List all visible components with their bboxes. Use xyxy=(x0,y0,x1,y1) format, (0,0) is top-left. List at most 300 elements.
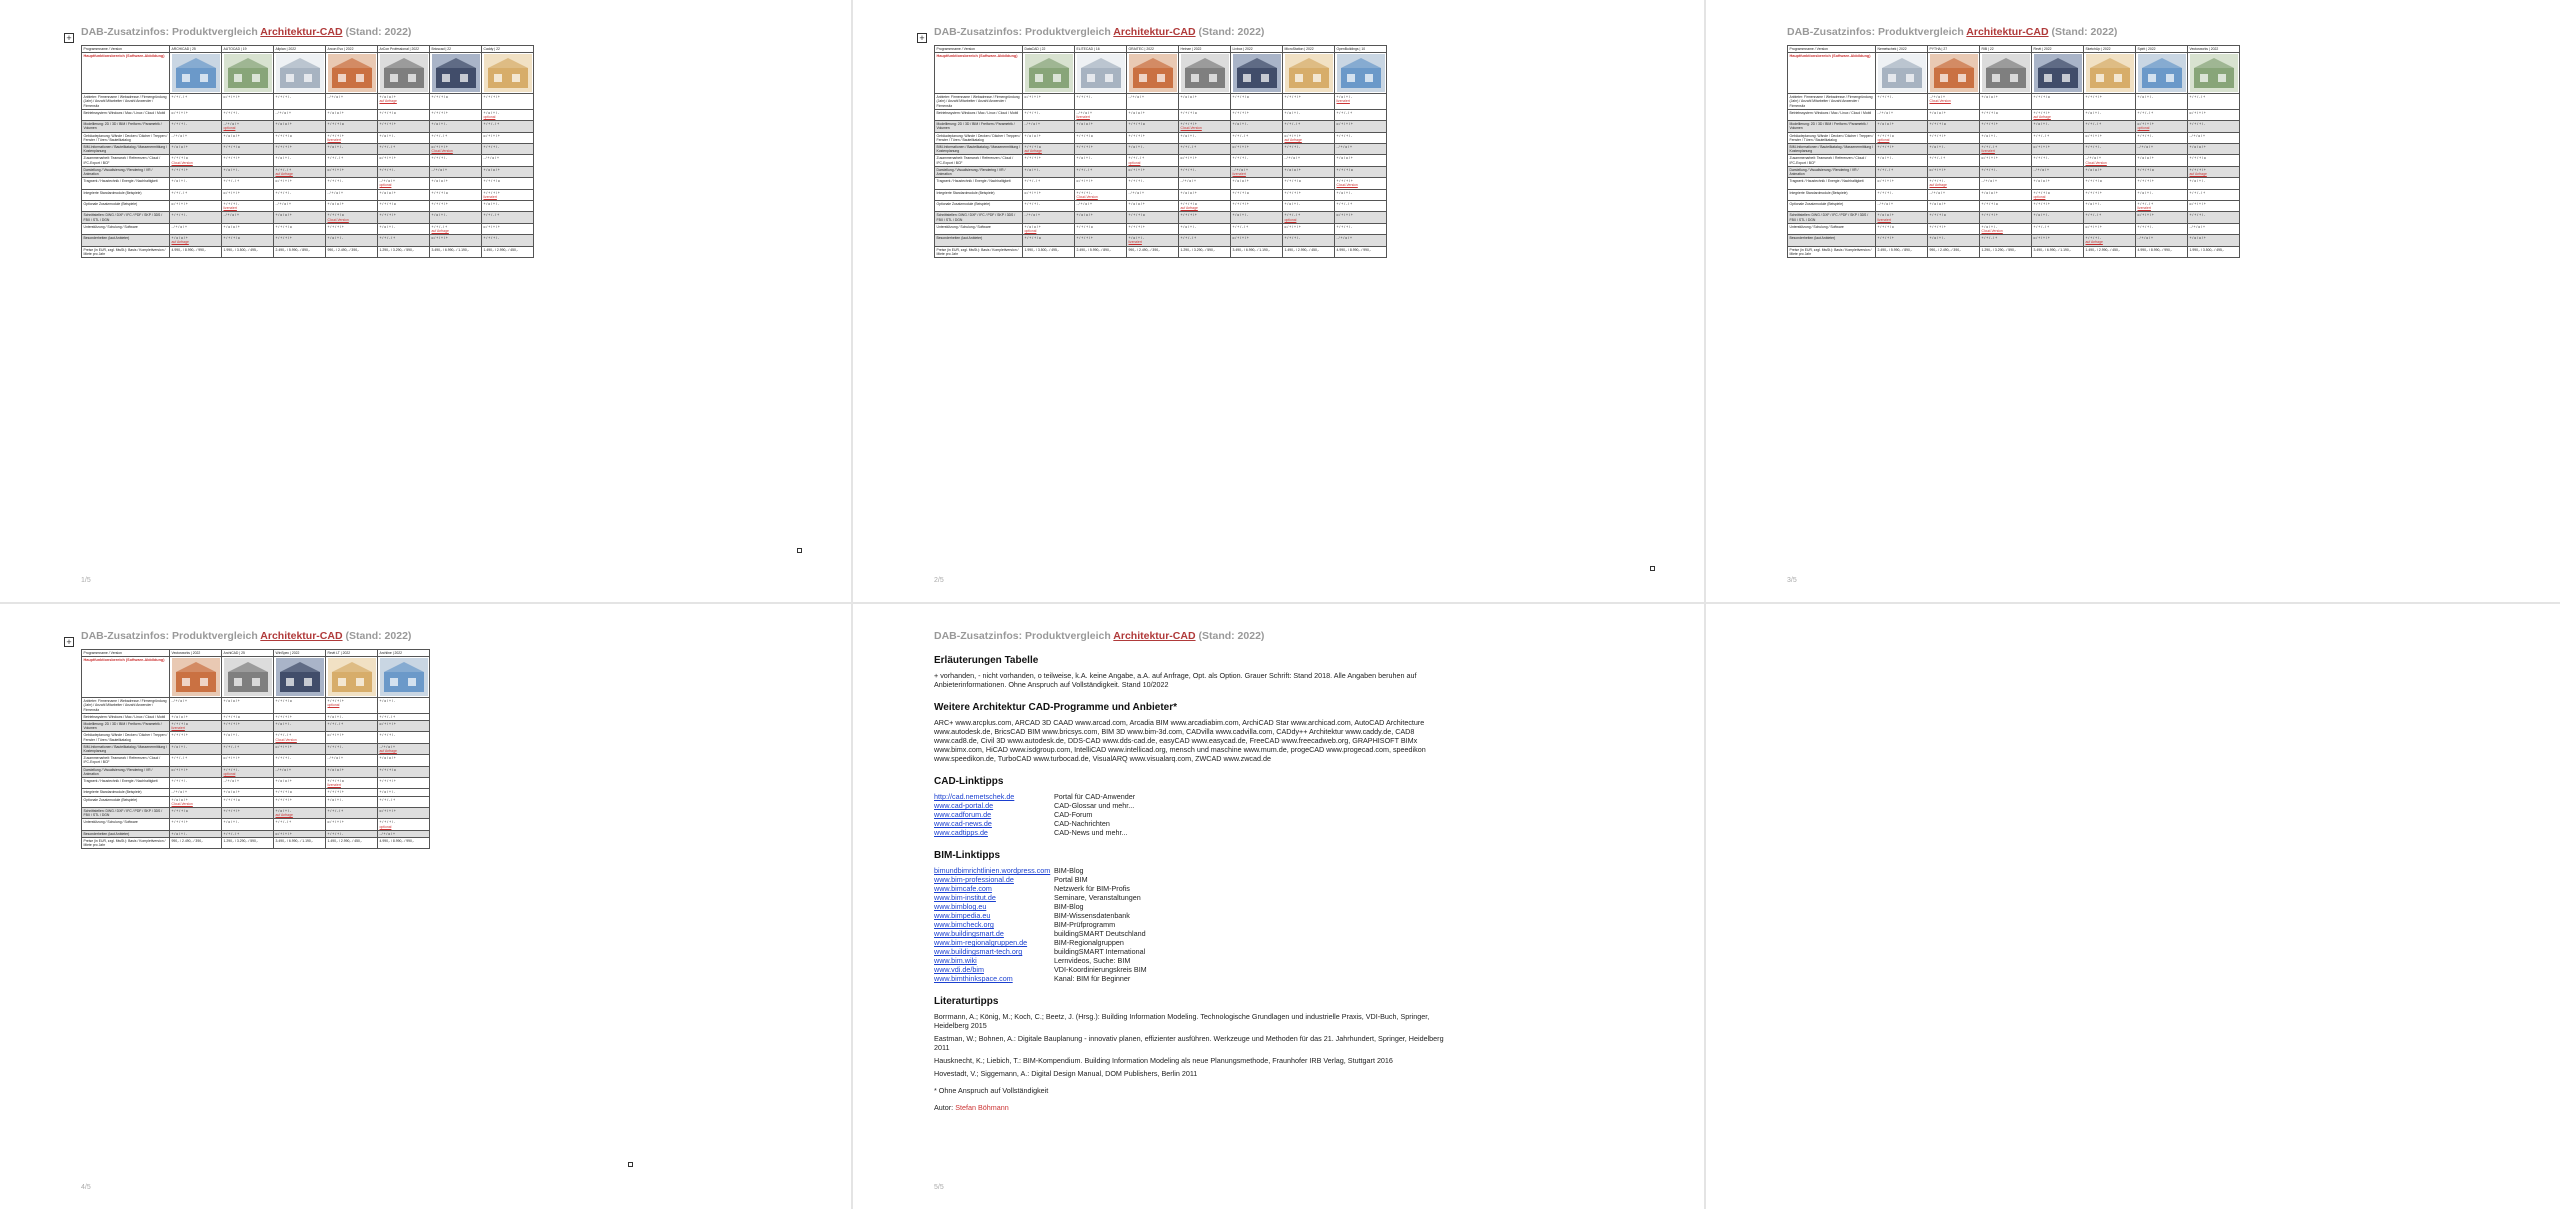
value-text: + / + / + / - xyxy=(2137,224,2154,229)
value-text: + / + / + / + xyxy=(1981,122,1998,127)
value-cell xyxy=(1283,109,1335,120)
value-text: + / + / - / + xyxy=(275,733,292,738)
value-cell xyxy=(326,201,378,212)
value-text: + / + / - / + xyxy=(1024,179,1041,184)
value-cell xyxy=(274,166,326,177)
row-label: Programmname / Version xyxy=(82,46,170,53)
header-cad-link[interactable]: Architektur-CAD xyxy=(1113,26,1196,38)
value-cell xyxy=(1127,178,1179,189)
value-text: o / + / + / + xyxy=(2033,236,2050,241)
value-cell xyxy=(1928,235,1980,246)
value-text: + / o / o / + xyxy=(327,110,344,115)
value-text: o / + / + / + xyxy=(1128,167,1145,172)
link-url[interactable]: www.cadtipps.de xyxy=(934,828,988,837)
value-text: o / + / + / + xyxy=(1284,133,1301,138)
value-text: o / + / + / + xyxy=(2189,202,2206,207)
comparison-table xyxy=(934,45,1387,258)
value-text: - / + / o / + xyxy=(1024,122,1040,127)
table-row xyxy=(82,246,534,257)
value-cell xyxy=(1928,166,1980,177)
literature-item: Hausknecht, K.; Liebich, T.: BIM-Kompendium. Building Information Modeling als neue Planungsmethode, Fraunhofer IRB Verlag, Stuttgart 2016 xyxy=(934,1056,1393,1065)
value-note: lizenziert xyxy=(2137,206,2151,211)
value-text: + / + / + / o xyxy=(1128,213,1145,218)
value-text: + / o / + / - xyxy=(379,699,395,704)
value-cell xyxy=(1023,235,1075,246)
page-6-blank xyxy=(1706,604,2560,1209)
value-cell xyxy=(1283,235,1335,246)
value-cell xyxy=(2136,201,2188,212)
value-text: + / + / + / o xyxy=(1232,95,1249,100)
value-cell xyxy=(2084,212,2136,223)
value-text: + / o / o / + xyxy=(2189,145,2206,150)
value-cell xyxy=(2084,144,2136,155)
value-cell xyxy=(1876,109,1928,120)
value-cell xyxy=(274,778,326,789)
product-image-cell xyxy=(274,53,326,94)
value-text: + / + / - / + xyxy=(1877,167,1894,172)
price-cell: 4.990,- / 8.990,- / 990,- xyxy=(170,246,222,257)
value-note: auf Anfrage xyxy=(379,99,397,104)
product-image-cell xyxy=(2136,53,2188,94)
value-cell xyxy=(2136,223,2188,234)
header-cad-link[interactable]: Architektur-CAD xyxy=(1113,630,1196,642)
product-screenshot xyxy=(2190,54,2238,92)
value-cell xyxy=(274,189,326,200)
value-text: + / o / o / + xyxy=(1128,110,1145,115)
value-cell xyxy=(1876,132,1928,143)
product-image-cell xyxy=(430,53,482,94)
value-text: - / + / o / + xyxy=(275,202,291,207)
value-cell xyxy=(222,698,274,714)
value-cell xyxy=(378,778,430,789)
value-note: lizenziert xyxy=(327,783,341,788)
link-url[interactable]: www.vdi.de/bim xyxy=(934,965,984,974)
value-cell xyxy=(378,132,430,143)
value-cell xyxy=(1231,235,1283,246)
product-screenshot xyxy=(276,658,324,696)
link-description: CAD-Glossar und mehr... xyxy=(1054,801,1135,810)
value-text: + / + / + / - xyxy=(1232,156,1249,161)
value-cell xyxy=(170,189,222,200)
value-text: + / + / + / + xyxy=(1180,213,1197,218)
value-text: + / + / + / o xyxy=(223,145,240,150)
table-resize-handle[interactable] xyxy=(628,1162,633,1167)
value-text: + / + / + / - xyxy=(1076,95,1093,100)
table-move-icon[interactable]: + xyxy=(64,637,74,647)
product-screenshot xyxy=(1878,54,1926,92)
value-cell xyxy=(222,132,274,143)
product-image-cell xyxy=(2084,53,2136,94)
value-cell xyxy=(482,144,534,155)
value-cell xyxy=(1023,189,1075,200)
value-cell xyxy=(2188,121,2240,132)
row-label: Programmname / Version xyxy=(82,650,170,657)
value-text: + / o / + / - xyxy=(379,224,395,229)
value-text: + / + / + / o xyxy=(223,797,240,802)
link-url[interactable]: www.bim-institut.de xyxy=(934,893,996,902)
link-url[interactable]: www.buildingsmart.de xyxy=(934,929,1004,938)
value-text: + / o / o / + xyxy=(171,714,188,719)
value-cell xyxy=(1928,223,1980,234)
link-url[interactable]: www.bim.wiki xyxy=(934,956,977,965)
value-text: + / + / + / + xyxy=(223,809,240,814)
value-cell xyxy=(378,721,430,732)
value-note: auf Anfrage xyxy=(431,229,449,234)
value-text: o / + / + / + xyxy=(1929,167,1946,172)
value-text: - / + / o / + xyxy=(1076,110,1092,115)
value-text: + / + / - / + xyxy=(2033,224,2050,229)
value-cell xyxy=(2032,109,2084,120)
link-url[interactable]: www.cad-portal.de xyxy=(934,801,994,810)
row-label: Preise (in EUR, zzgl. MwSt.): Basis / Komplettversion / Miete pro Jahr xyxy=(1788,246,1876,257)
value-cell xyxy=(274,109,326,120)
value-text: + / + / - / + xyxy=(1128,156,1145,161)
value-text: + / o / o / + xyxy=(1929,110,1946,115)
value-cell xyxy=(326,235,378,246)
table-move-icon[interactable]: + xyxy=(64,33,74,43)
product-name: Heinze | 2022 xyxy=(1179,46,1231,53)
value-text: + / o / + / - xyxy=(483,110,499,115)
value-text: + / + / + / o xyxy=(2033,190,2050,195)
row-label: BIM-Informationen / Bauteilkatalog / Massenermittlung / Kostenplanung xyxy=(935,144,1023,155)
value-text: + / o / o / + xyxy=(431,179,448,184)
value-text: + / o / o / + xyxy=(1232,179,1249,184)
value-cell xyxy=(2136,94,2188,110)
value-text: + / + / - / + xyxy=(275,820,292,825)
value-text: - / + / o / + xyxy=(2033,167,2049,172)
value-cell xyxy=(170,743,222,754)
value-text: + / o / o / + xyxy=(1877,122,1894,127)
product-name: WinSpec | 2022 xyxy=(274,650,326,657)
value-text: + / + / + / - xyxy=(2085,145,2102,150)
value-text: + / + / + / + xyxy=(483,95,500,100)
product-image-cell xyxy=(1928,53,1980,94)
value-text: + / + / + / o xyxy=(379,767,396,772)
author-name[interactable]: Stefan Böhmann xyxy=(955,1103,1009,1112)
value-cell xyxy=(170,796,222,807)
comparison-table xyxy=(1787,45,2240,258)
value-cell xyxy=(222,109,274,120)
value-text: + / o / o / + xyxy=(171,236,188,241)
value-text: o / + / + / + xyxy=(1336,122,1353,127)
value-text: + / + / + / + xyxy=(1929,133,1946,138)
value-cell xyxy=(222,713,274,720)
table-row xyxy=(935,189,1387,200)
link-url[interactable]: www.bimcafe.com xyxy=(934,884,992,893)
value-cell xyxy=(482,178,534,189)
link-description: BIM-Wissensdatenbank xyxy=(1054,911,1130,920)
row-label: Modellierung: 2D / 3D / BIM / Freiform / Parametrik / Volumen xyxy=(935,121,1023,132)
value-text: + / + / - / + xyxy=(1284,122,1301,127)
value-text: + / + / + / o xyxy=(379,110,396,115)
value-cell xyxy=(1023,109,1075,120)
product-name: Arcon Evo | 2022 xyxy=(326,46,378,53)
value-text: + / + / + / o xyxy=(171,156,188,161)
link-description: Kanal: BIM für Beginner xyxy=(1054,974,1131,983)
table-row xyxy=(935,166,1387,177)
value-text: + / + / - / + xyxy=(2033,133,2050,138)
link-url[interactable]: www.bimthinkspace.com xyxy=(934,974,1013,983)
row-label: Modellierung: 2D / 3D / BIM / Freiform / Parametrik / Volumen xyxy=(82,721,170,732)
table-row xyxy=(82,53,534,94)
value-text: + / + / + / o xyxy=(1180,202,1197,207)
value-text: + / + / + / + xyxy=(483,190,500,195)
value-text: + / + / + / + xyxy=(327,699,344,704)
value-text: o / + / + / + xyxy=(2137,122,2154,127)
value-text: + / o / + / - xyxy=(1232,122,1248,127)
value-note: auf Anfrage xyxy=(275,172,293,177)
comparison-table xyxy=(81,45,534,258)
header-date: (Stand: 2022) xyxy=(1195,26,1265,38)
value-cell xyxy=(1179,212,1231,223)
link-url[interactable]: www.bim-professional.de xyxy=(934,875,1014,884)
value-cell xyxy=(1335,223,1387,234)
value-text: + / o / o / + xyxy=(223,790,240,795)
value-text: + / + / + / + xyxy=(2085,95,2102,100)
table-move-icon[interactable]: + xyxy=(917,33,927,43)
value-text: + / o / + / - xyxy=(2137,95,2153,100)
value-text: + / o / o / + xyxy=(483,167,500,172)
price-cell: 2.490,- / 5.990,- / 890,- xyxy=(1876,246,1928,257)
value-text: + / o / o / + xyxy=(223,224,240,229)
value-text: + / + / - / + xyxy=(2189,190,2206,195)
value-text: - / + / o / + xyxy=(327,190,343,195)
value-cell xyxy=(1980,144,2032,155)
value-cell xyxy=(222,721,274,732)
value-text: + / o / o / + xyxy=(1024,133,1041,138)
row-label: Betriebssystem: Windows / Mac / Linux / Cloud / Mobil xyxy=(1788,109,1876,120)
value-cell xyxy=(326,132,378,143)
table-row xyxy=(82,755,430,766)
value-text: + / + / + / - xyxy=(1877,190,1894,195)
value-cell xyxy=(274,796,326,807)
value-text: - / + / o / + xyxy=(275,110,291,115)
value-text: + / o / o / + xyxy=(1877,213,1894,218)
value-text: + / o / + / - xyxy=(483,202,499,207)
row-label: Preise (in EUR, zzgl. MwSt.): Basis / Komplettversion / Miete pro Jahr xyxy=(82,838,170,849)
price-cell: 1.290,- / 3.290,- / 590,- xyxy=(1179,246,1231,257)
link-url[interactable]: www.bim-regionalgruppen.de xyxy=(934,938,1028,947)
value-text: + / + / + / - xyxy=(379,733,396,738)
value-cell xyxy=(2136,132,2188,143)
link-description: CAD-Forum xyxy=(1054,810,1093,819)
value-note: auf Anfrage xyxy=(2033,115,2051,120)
product-name: Spirit | 2022 xyxy=(2136,46,2188,53)
table-row xyxy=(1788,235,2240,246)
value-text: o / + / + / + xyxy=(1336,213,1353,218)
value-text: + / + / + / - xyxy=(275,190,292,195)
table-resize-handle[interactable] xyxy=(1650,566,1655,571)
heading-bim-linktipps: BIM-Linktipps xyxy=(934,850,1001,861)
value-cell xyxy=(482,223,534,234)
value-text: o / + / + / + xyxy=(1180,156,1197,161)
row-label: Hauptfunktionsbereich (Software-Abbildung) xyxy=(1788,53,1876,94)
value-cell xyxy=(326,721,378,732)
value-cell xyxy=(1335,235,1387,246)
value-text: o / + / + / + xyxy=(223,756,240,761)
value-cell xyxy=(326,743,378,754)
value-cell xyxy=(2188,201,2240,212)
table-row xyxy=(1788,144,2240,155)
value-note: optional xyxy=(1284,217,1297,222)
header-cad-link[interactable]: Architektur-CAD xyxy=(260,630,343,642)
value-text: o / + / + / + xyxy=(379,156,396,161)
value-text: + / o / + / - xyxy=(223,167,239,172)
product-name: ARCHICAD | 25 xyxy=(170,46,222,53)
value-cell xyxy=(274,766,326,777)
value-text: + / + / + / + xyxy=(2137,179,2154,184)
value-cell xyxy=(1928,178,1980,189)
link-url[interactable]: bimundbimrichtlinien.wordpress.com xyxy=(934,866,1051,875)
value-cell xyxy=(170,755,222,766)
link-url[interactable]: http://cad.nemetschek.de xyxy=(934,792,1015,801)
value-cell xyxy=(222,212,274,223)
table-row xyxy=(935,53,1387,94)
product-screenshot xyxy=(224,658,272,696)
price-cell: 1.490,- / 2.990,- / 450,- xyxy=(2084,246,2136,257)
row-label: Integrierte Standardmodule (Beispiele) xyxy=(82,789,170,796)
value-text: + / o / + / - xyxy=(1024,167,1040,172)
value-text: + / + / + / o xyxy=(223,236,240,241)
value-text: - / + / o / + xyxy=(327,95,343,100)
value-text: + / + / + / o xyxy=(1981,202,1998,207)
value-cell xyxy=(1231,155,1283,166)
value-cell xyxy=(1127,94,1179,110)
product-image-cell xyxy=(170,657,222,698)
value-cell xyxy=(482,109,534,120)
value-cell xyxy=(1075,178,1127,189)
value-text: + / o / + / - xyxy=(1128,145,1144,150)
value-text: + / + / + / + xyxy=(1981,213,1998,218)
value-text: + / + / + / - xyxy=(1929,179,1946,184)
price-cell: 3.490,- / 6.990,- / 1.190,- xyxy=(430,246,482,257)
value-cell xyxy=(274,121,326,132)
table-row xyxy=(1788,178,2240,189)
link-url[interactable]: www.cad-news.de xyxy=(934,819,992,828)
value-text: + / o / + / - xyxy=(431,213,447,218)
value-text: + / + / + / o xyxy=(275,224,292,229)
value-cell xyxy=(1023,223,1075,234)
value-cell xyxy=(222,94,274,110)
value-cell xyxy=(378,789,430,796)
header-title: DAB-Zusatzinfos: Produktvergleich xyxy=(934,630,1114,642)
value-text: + / o / o / + xyxy=(2033,179,2050,184)
product-name: Revit | 2022 xyxy=(2032,46,2084,53)
value-text: + / + / - / + xyxy=(1336,202,1353,207)
value-cell xyxy=(1283,94,1335,110)
value-text: + / o / + / - xyxy=(275,809,291,814)
row-label: Besonderheiten (laut Anbieter) xyxy=(82,830,170,837)
value-cell xyxy=(1179,144,1231,155)
value-cell xyxy=(2032,201,2084,212)
value-cell xyxy=(1283,144,1335,155)
value-cell xyxy=(1876,94,1928,110)
row-label: Gebäudeplanung: Wände / Decken / Dächer / Treppen / Fenster / Türen / Bauteilkatalog xyxy=(935,132,1023,143)
value-text: - / + / o / + xyxy=(2189,133,2205,138)
value-text: - / + / o / + xyxy=(1929,190,1945,195)
value-cell xyxy=(378,743,430,754)
value-text: + / + / + / + xyxy=(1024,156,1041,161)
value-cell xyxy=(326,819,378,830)
link-url[interactable]: www.bimblog.eu xyxy=(934,902,987,911)
header-title: DAB-Zusatzinfos: Produktvergleich xyxy=(1787,26,1967,38)
row-label: Zusammenarbeit: Teamwork / Referenzen / Cloud / IFC-Export / BCF xyxy=(935,155,1023,166)
page-header xyxy=(934,26,1264,38)
value-text: + / + / + / - xyxy=(1336,224,1353,229)
value-cell xyxy=(2188,223,2240,234)
row-label: BIM-Informationen / Bauteilkatalog / Massenermittlung / Kostenplanung xyxy=(82,743,170,754)
value-text: + / + / - / + xyxy=(2137,110,2154,115)
value-cell xyxy=(2032,155,2084,166)
value-text: + / + / - / + xyxy=(1981,236,1998,241)
value-cell xyxy=(2084,235,2136,246)
value-cell xyxy=(1231,94,1283,110)
table-resize-handle[interactable] xyxy=(797,548,802,553)
value-cell xyxy=(1179,223,1231,234)
value-cell xyxy=(1335,212,1387,223)
page-3 xyxy=(1706,0,2560,602)
value-text: + / + / + / o xyxy=(379,202,396,207)
value-text: + / + / + / - xyxy=(483,236,500,241)
header-cad-link[interactable]: Architektur-CAD xyxy=(1966,26,2049,38)
value-text: + / o / o / + xyxy=(2137,156,2154,161)
value-cell xyxy=(1127,189,1179,200)
value-cell xyxy=(378,766,430,777)
link-url[interactable]: www.bimcheck.org xyxy=(934,920,994,929)
value-cell xyxy=(170,144,222,155)
link-description: BIM-Regionalgruppen xyxy=(1054,938,1124,947)
product-name: RIB | 22 xyxy=(1980,46,2032,53)
value-text: o / + / + / + xyxy=(2189,110,2206,115)
value-cell xyxy=(378,166,430,177)
value-cell xyxy=(222,235,274,246)
value-text: + / + / + / o xyxy=(1024,236,1041,241)
value-cell xyxy=(430,155,482,166)
value-text: + / + / + / + xyxy=(1232,110,1249,115)
value-text: + / + / + / + xyxy=(327,133,344,138)
value-cell xyxy=(274,721,326,732)
row-label: Optionale Zusatzmodule (Beispiele) xyxy=(1788,201,1876,212)
value-text: + / o / o / + xyxy=(1336,156,1353,161)
value-text: + / + / + / + xyxy=(1180,122,1197,127)
value-cell xyxy=(1179,132,1231,143)
link-url[interactable]: www.cadforum.de xyxy=(934,810,992,819)
value-cell xyxy=(1023,144,1075,155)
value-cell xyxy=(222,732,274,743)
value-text: + / + / + / + xyxy=(431,202,448,207)
value-cell xyxy=(1127,212,1179,223)
row-label: Schnittstellen: DWG / DXF / IFC / PDF / SKP / 3DS / FBX / STL / DGN xyxy=(935,212,1023,223)
value-cell xyxy=(170,778,222,789)
value-cell xyxy=(1876,223,1928,234)
value-text: + / o / + / - xyxy=(1180,224,1196,229)
value-cell xyxy=(1928,212,1980,223)
value-note: auf Anfrage xyxy=(1024,149,1042,154)
table-row xyxy=(1788,223,2240,234)
value-cell xyxy=(482,189,534,200)
value-cell xyxy=(430,132,482,143)
row-label: Hauptfunktionsbereich (Software-Abbildung) xyxy=(82,53,170,94)
value-text: - / + / o / + xyxy=(171,133,187,138)
value-cell xyxy=(482,121,534,132)
link-url[interactable]: www.bimpedia.eu xyxy=(934,911,991,920)
value-text: + / + / + / o xyxy=(171,809,188,814)
value-cell xyxy=(326,796,378,807)
header-cad-link[interactable]: Architektur-CAD xyxy=(260,26,343,38)
link-url[interactable]: www.buildingsmart-tech.org xyxy=(934,947,1023,956)
table-row xyxy=(935,46,1387,53)
value-cell xyxy=(326,755,378,766)
